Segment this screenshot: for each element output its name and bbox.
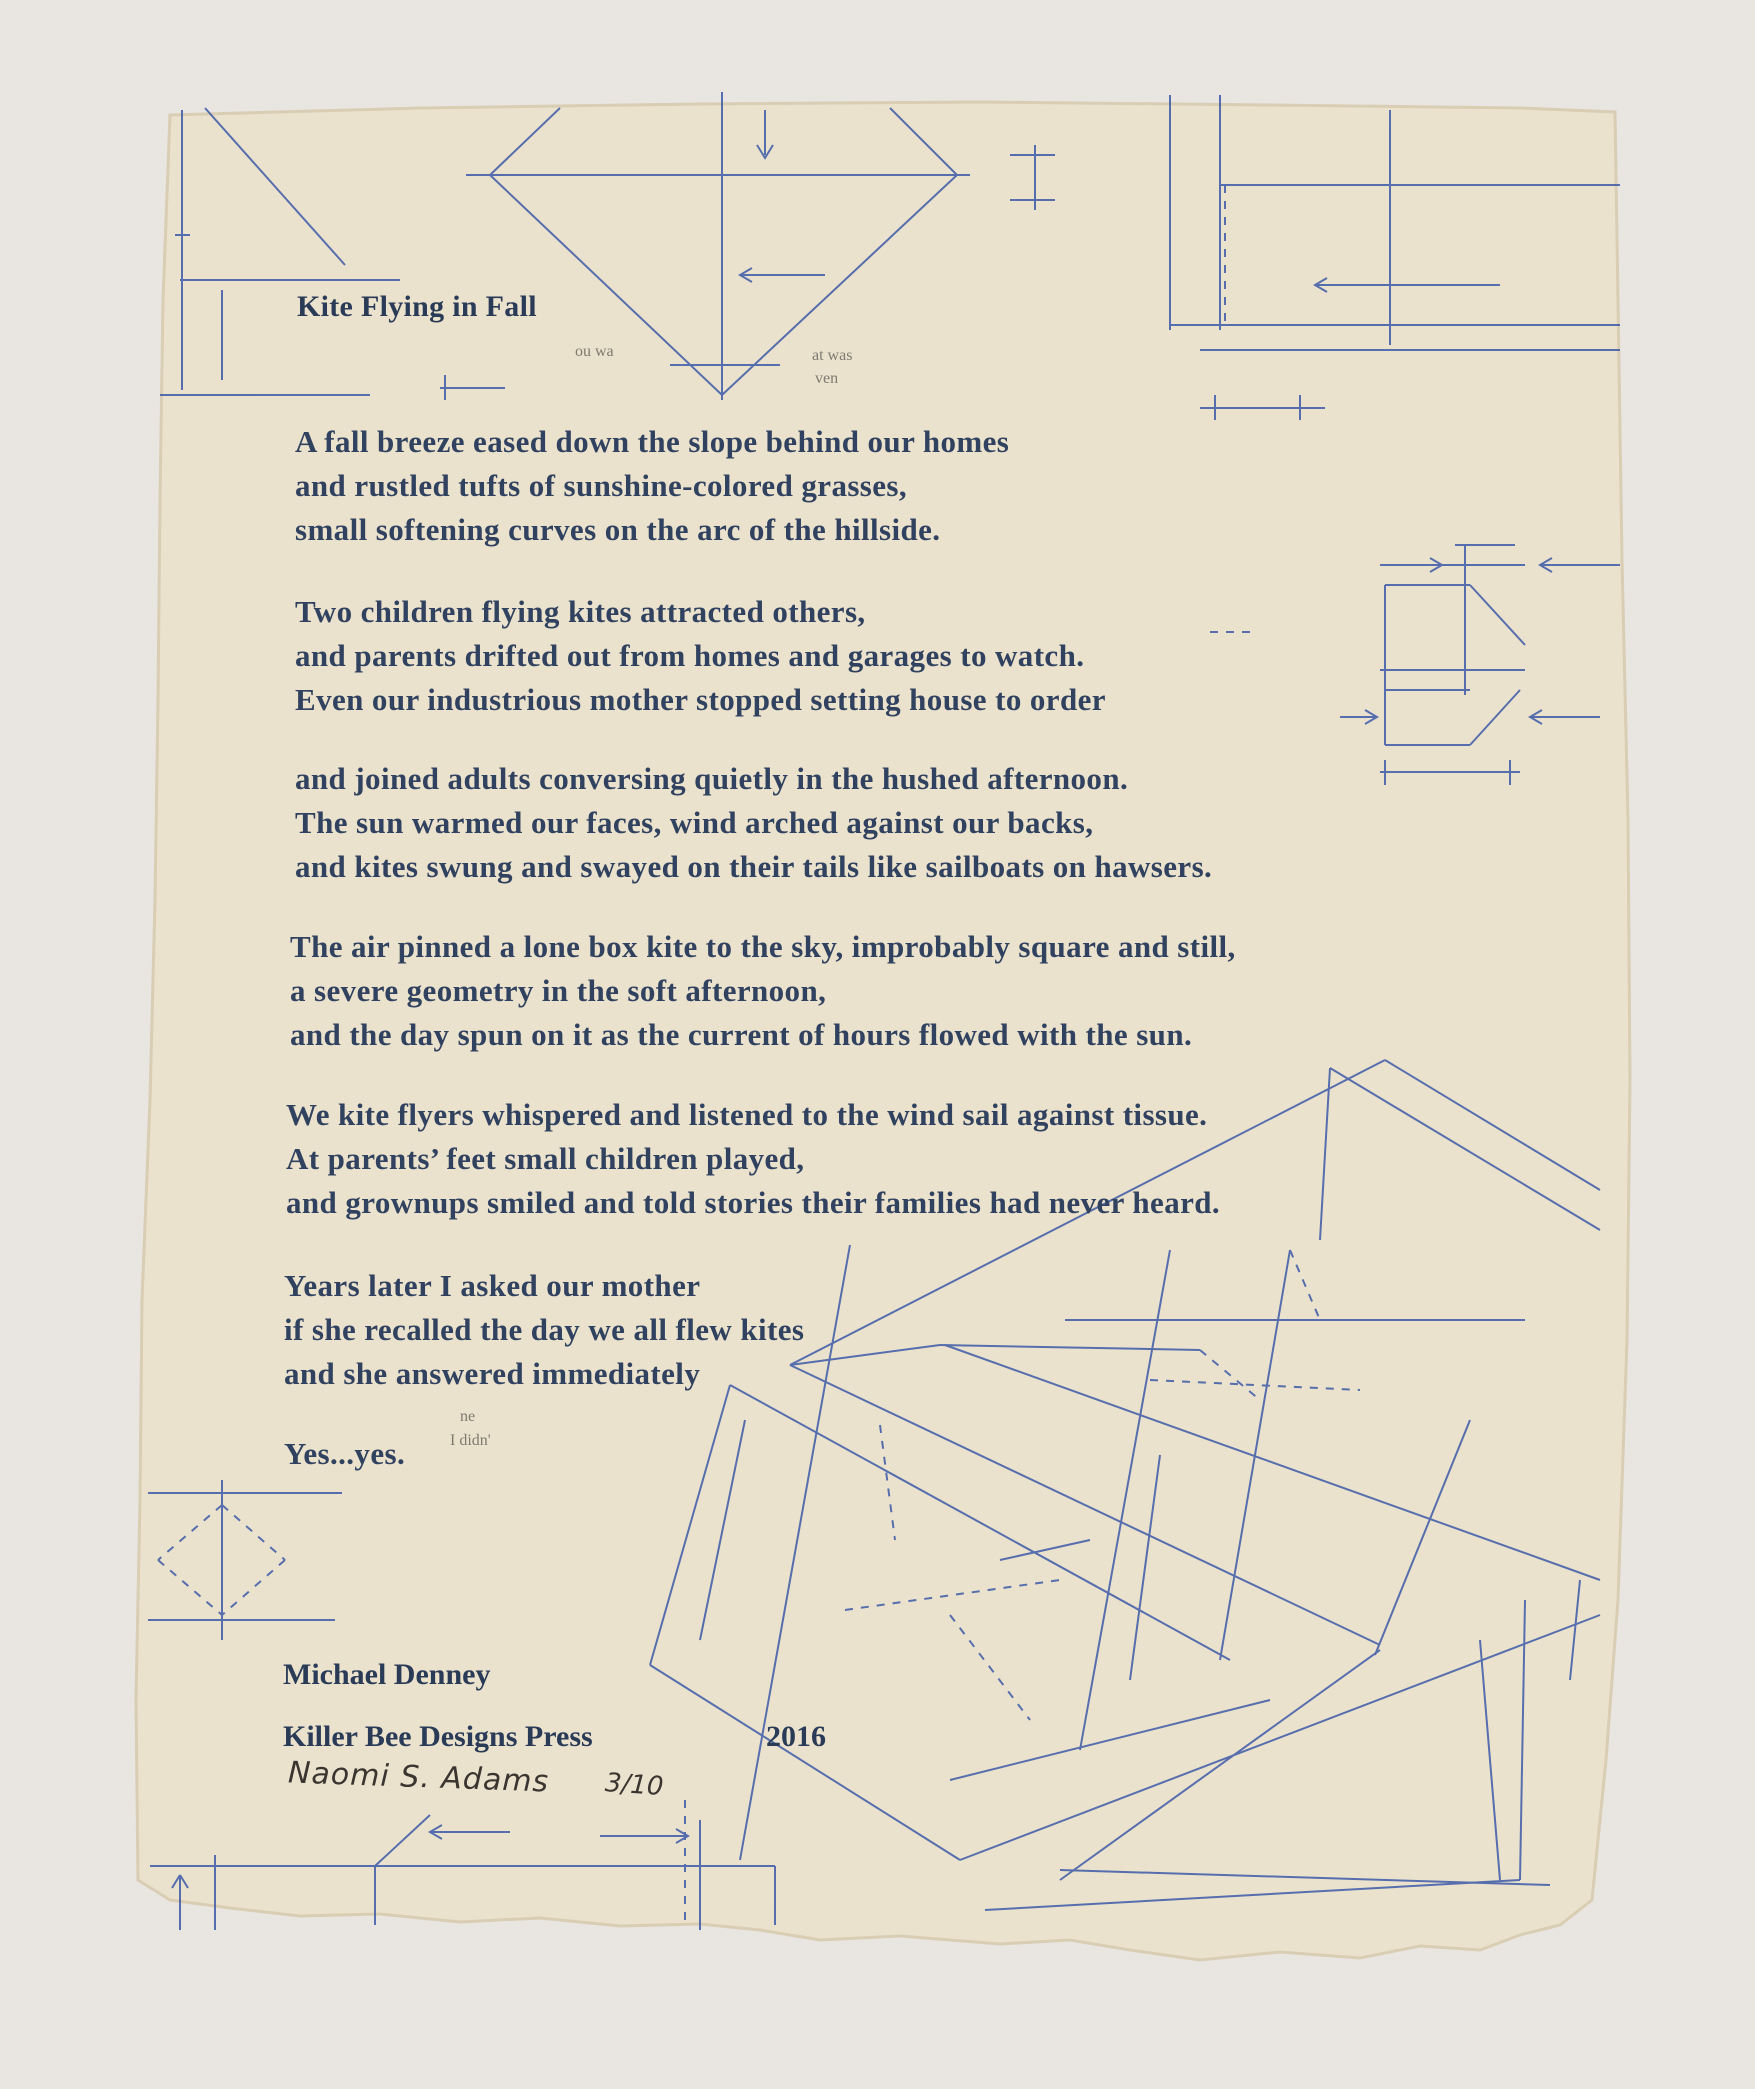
poem-title: Kite Flying in Fall <box>297 290 537 323</box>
poem-line: and parents drifted out from homes and garages to watch. <box>295 638 1085 673</box>
stanza-1 <box>295 420 1009 552</box>
poem-line: a severe geometry in the soft afternoon, <box>290 973 827 1008</box>
stanza-2 <box>295 590 1106 722</box>
poem-line: and grownups smiled and told stories their families had never heard. <box>286 1185 1221 1220</box>
poem-line: and kites swung and swayed on their tails like sailboats on hawsers. <box>295 849 1213 884</box>
poem-line: The air pinned a lone box kite to the sky, improbably square and still, <box>290 929 1236 964</box>
handwritten-signature: Naomi S. Adams <box>287 1755 550 1800</box>
stanza-3 <box>295 757 1212 889</box>
poem-line: and she answered immediately <box>284 1356 701 1391</box>
poem-line: and joined adults conversing quietly in the hushed afternoon. <box>295 761 1129 796</box>
stanza-6 <box>284 1264 804 1396</box>
collage-fragment: ne <box>460 1408 476 1425</box>
stanza-5 <box>286 1093 1220 1225</box>
poem-line: if she recalled the day we all flew kites <box>284 1312 805 1347</box>
poem-line: and rustled tufts of sunshine-colored grasses, <box>295 468 908 503</box>
poem-line: The sun warmed our faces, wind arched against our backs, <box>295 805 1094 840</box>
poem-line: We kite flyers whispered and listened to the wind sail against tissue. <box>286 1097 1208 1132</box>
collage-fragment: at was <box>812 347 853 364</box>
publication-year: 2016 <box>766 1720 826 1753</box>
poem-line: Even our industrious mother stopped setting house to order <box>295 682 1106 717</box>
stanza-4 <box>290 925 1236 1057</box>
poem-line: small softening curves on the arc of the hillside. <box>295 512 941 547</box>
collage-fragment: I didn' <box>450 1432 491 1449</box>
stanza-7 <box>284 1432 405 1476</box>
collage-fragment: ou wa <box>575 343 614 360</box>
press-name: Killer Bee Designs Press <box>283 1720 593 1753</box>
poem-line: Two children flying kites attracted others, <box>295 594 866 629</box>
edition-number: 3/10 <box>604 1768 665 1802</box>
poem-line: Yes...yes. <box>284 1436 406 1471</box>
collage-fragment: ven <box>815 370 839 387</box>
poem-line: At parents’ feet small children played, <box>286 1141 805 1176</box>
poem-line: Years later I asked our mother <box>284 1268 701 1303</box>
poem-line: and the day spun on it as the current of hours flowed with the sun. <box>290 1017 1193 1052</box>
poem-line: A fall breeze eased down the slope behind our homes <box>295 424 1010 459</box>
author-name: Michael Denney <box>283 1658 491 1691</box>
